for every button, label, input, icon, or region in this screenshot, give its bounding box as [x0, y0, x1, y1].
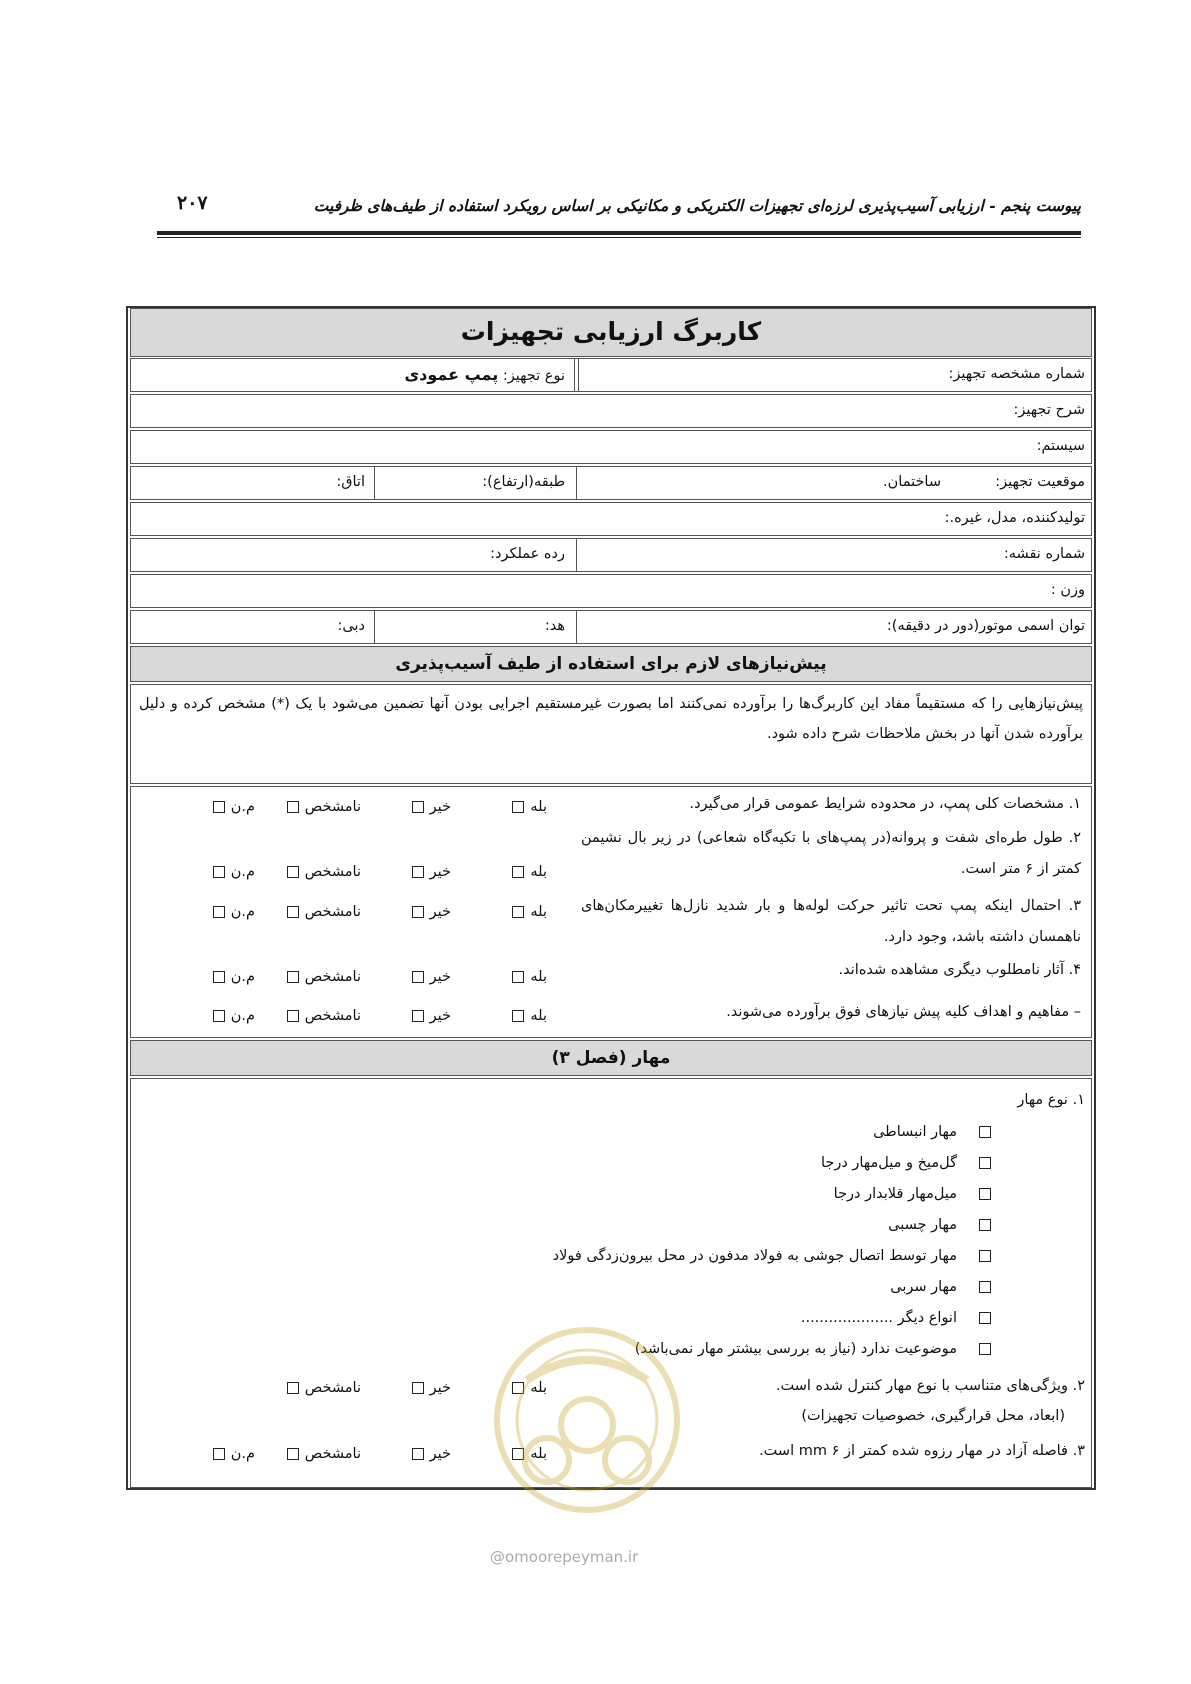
row-motor [130, 610, 1092, 644]
options-group [131, 1001, 547, 1032]
checkbox[interactable] [979, 1250, 991, 1262]
option-yes[interactable] [506, 792, 547, 823]
checkbox-no[interactable] [412, 1448, 424, 1460]
row-manufacturer [130, 502, 1092, 536]
option-no[interactable] [406, 792, 451, 823]
option-unknown[interactable] [281, 962, 361, 993]
options-group [131, 897, 547, 928]
checkbox[interactable] [979, 1343, 991, 1355]
option-yes[interactable] [506, 1001, 547, 1032]
options-group [131, 962, 547, 993]
prereq-question-3: ۳. احتمال اینکه پمپ تحت تاثیر حرکت لوله‌ها و بار شدید نازل‌ها تغییرمکان‌های ناهمسان داشته باشد، وجود دارد. [581, 898, 1081, 945]
evaluation-form [126, 306, 1096, 1490]
checkbox[interactable] [979, 1281, 991, 1293]
checkbox-na[interactable] [213, 1448, 225, 1460]
row-location [130, 466, 1092, 500]
manufacturer-label: تولیدکننده، مدل، غیره.: [944, 510, 1085, 526]
option-na-label: م.ن [230, 799, 255, 815]
option-yes-label: بله [530, 969, 547, 985]
checkbox-no[interactable] [412, 1010, 424, 1022]
anchor-type-item[interactable] [801, 1303, 991, 1334]
checkbox-no[interactable] [412, 906, 424, 918]
equipment-type-value: پمپ عمودی [404, 365, 499, 384]
checkbox-na[interactable] [213, 1010, 225, 1022]
option-na[interactable] [207, 857, 255, 888]
option-na-label: م.ن [230, 1008, 255, 1024]
option-yes[interactable] [506, 962, 547, 993]
anchor-type-label: میل‌مهار قلابدار درجا [833, 1186, 957, 1202]
option-na-label: م.ن [230, 1446, 255, 1462]
prereq-question-4: ۴. آثار نامطلوب دیگری مشاهده شده‌اند. [838, 962, 1081, 978]
checkbox-no[interactable] [412, 866, 424, 878]
option-no[interactable] [406, 962, 451, 993]
checkbox[interactable] [979, 1126, 991, 1138]
checkbox-unknown[interactable] [287, 971, 299, 983]
checkbox-unknown[interactable] [287, 1382, 299, 1394]
checkbox-unknown[interactable] [287, 866, 299, 878]
prereq-question-1: ۱. مشخصات کلی پمپ، در محدوده شرایط عمومی قرار می‌گیرد. [689, 796, 1081, 812]
option-no[interactable] [406, 1439, 451, 1470]
anchor-question-2: ۲. ویژگی‌های متناسب با نوع مهار کنترل شده است. [775, 1378, 1085, 1394]
performance-label: رده عملکرد: [490, 546, 565, 562]
option-no[interactable] [406, 1001, 451, 1032]
option-yes-label: بله [530, 799, 547, 815]
anchor-type-label: موضوعیت ندارد (نیاز به بررسی بیشتر مهار نمی‌باشد) [634, 1341, 957, 1357]
equipment-id-label: شماره مشخصه تجهیز: [948, 366, 1085, 382]
weight-label: وزن : [1050, 582, 1085, 598]
header-rule-thin [157, 237, 1081, 238]
option-unknown-label: نامشخص [304, 1446, 361, 1462]
divider [374, 467, 375, 499]
drawing-label: شماره نقشه: [1003, 546, 1085, 562]
option-no[interactable] [406, 897, 451, 928]
option-yes-label: بله [530, 904, 547, 920]
anchor-type-label: مهار انبساطی [873, 1124, 957, 1140]
checkbox-no[interactable] [412, 971, 424, 983]
system-label: سیستم: [1036, 438, 1085, 454]
option-unknown-label: نامشخص [304, 1008, 361, 1024]
option-no[interactable] [406, 1373, 451, 1404]
row-system [130, 430, 1092, 464]
divider [576, 611, 577, 643]
checkbox[interactable] [979, 1188, 991, 1200]
option-no-label: خیر [429, 864, 451, 880]
option-yes-label: بله [530, 1380, 547, 1396]
checkbox-yes[interactable] [512, 1010, 524, 1022]
divider [374, 611, 375, 643]
description-label: شرح تجهیز: [1013, 402, 1085, 418]
option-no-label: خیر [429, 1380, 451, 1396]
row-weight [130, 574, 1092, 608]
anchor-type-item[interactable] [873, 1117, 991, 1148]
divider [574, 359, 575, 391]
prereq-intro: پیش‌نیازهایی را که مستقیماً مفاد این کاربرگ‌ها را برآورده نمی‌کنند اما بصورت غیرمستقیم اجرایی بودن آنها تضمین می‌شود با یک (*) مشخص کرده و دلیل برآورده شدن آنها در بخش ملاحظات شرح داده شود. [139, 696, 1083, 742]
checkbox-unknown[interactable] [287, 1010, 299, 1022]
option-na[interactable] [207, 962, 255, 993]
option-no-label: خیر [429, 1446, 451, 1462]
checkbox-na[interactable] [213, 906, 225, 918]
prereq-question-2: ۲. طول طره‌ای شفت و پروانه(در پمپ‌های با تکیه‌گاه شعاعی) در زیر بال نشیمن کمتر از ۶ متر است. [581, 830, 1081, 877]
head-label: هد: [544, 618, 565, 634]
room-label: اتاق: [336, 474, 365, 490]
option-unknown-label: نامشخص [304, 904, 361, 920]
divider [578, 359, 579, 391]
row-drawing [130, 538, 1092, 572]
anchorage-header [130, 1040, 1092, 1076]
checkbox-na[interactable] [213, 801, 225, 813]
anchor-type-label: گل‌میخ و میل‌مهار درجا [820, 1155, 957, 1171]
checkbox-no[interactable] [412, 1382, 424, 1394]
anchor-type-item[interactable] [834, 1179, 991, 1210]
floor-label: طبقه(ارتفاع): [482, 474, 565, 490]
checkbox-na[interactable] [213, 866, 225, 878]
option-unknown[interactable] [281, 1373, 361, 1404]
divider [576, 539, 577, 571]
form-title-row [130, 308, 1092, 357]
anchor-type-item[interactable] [890, 1272, 991, 1303]
option-no-label: خیر [429, 799, 451, 815]
anchor-question-2-note: (ابعاد، محل قرارگیری، خصوصیات تجهیزات) [801, 1408, 1065, 1424]
options-group [131, 792, 547, 823]
option-no-label: خیر [429, 1008, 451, 1024]
checkbox-yes[interactable] [512, 866, 524, 878]
option-na[interactable] [207, 897, 255, 928]
option-na-label: م.ن [230, 904, 255, 920]
building-label: ساختمان. [883, 474, 941, 490]
equipment-type-field [404, 359, 565, 391]
header-title: پیوست پنجم - ارزیابی آسیب‌پذیری لرزه‌ای تجهیزات الکتریکی و مکانیکی بر اساس رویکرد استفاده از طیف‌های ظرفیت [313, 196, 1081, 215]
options-group [131, 857, 547, 888]
option-yes[interactable] [506, 857, 547, 888]
watermark-logo-icon [487, 1320, 687, 1540]
location-label: موقعیت تجهیز: [995, 474, 1085, 490]
option-unknown[interactable] [281, 792, 361, 823]
equipment-type-label: نوع تجهیز: [502, 368, 565, 384]
options-group [131, 1373, 547, 1404]
option-yes-label: بله [530, 864, 547, 880]
anchor-type-item[interactable] [635, 1334, 991, 1365]
option-unknown[interactable] [281, 857, 361, 888]
anchor-type-label: انواع دیگر .................... [800, 1310, 957, 1326]
motor-label: توان اسمی موتور(دور در دقیقه): [886, 618, 1085, 634]
checkbox-yes[interactable] [512, 801, 524, 813]
checkbox-unknown[interactable] [287, 906, 299, 918]
form-title: کاربرگ ارزیابی تجهیزات [460, 317, 762, 346]
option-unknown[interactable] [281, 1439, 361, 1470]
option-no-label: خیر [429, 904, 451, 920]
anchor-type-item[interactable] [553, 1241, 991, 1272]
anchor-question-3: ۳. فاصله آزاد در مهار رزوه شده کمتر از mm ۶ است. [759, 1443, 1085, 1459]
anchor-type-item[interactable] [888, 1210, 991, 1241]
flow-label: دبی: [337, 618, 365, 634]
option-na-label: م.ن [230, 969, 255, 985]
divider [576, 467, 577, 499]
options-group [131, 1439, 547, 1470]
checkbox-yes[interactable] [512, 906, 524, 918]
header-rule-thick [157, 231, 1081, 235]
anchorage-title: مهار (فصل ۳) [551, 1048, 671, 1068]
anchor-type-label: مهار توسط اتصال جوشی به فولاد مدفون در محل بیرون‌زدگی فولاد [552, 1248, 957, 1264]
option-unknown[interactable] [281, 897, 361, 928]
row-description [130, 394, 1092, 428]
option-yes[interactable] [506, 897, 547, 928]
anchor-type-label: مهار چسبی [888, 1217, 957, 1233]
option-no-label: خیر [429, 969, 451, 985]
option-yes-label: بله [530, 1008, 547, 1024]
prereq-header [130, 646, 1092, 682]
option-yes-label: بله [530, 1446, 547, 1462]
anchor-type-label: ۱. نوع مهار [1017, 1092, 1085, 1108]
checkbox-unknown[interactable] [287, 1448, 299, 1460]
option-unknown-label: نامشخص [304, 799, 361, 815]
watermark-site: @omoorepeyman.ir [490, 1548, 639, 1566]
option-unknown-label: نامشخص [304, 969, 361, 985]
checkbox[interactable] [979, 1219, 991, 1231]
prereq-title: پیش‌نیازهای لازم برای استفاده از طیف آسیب‌پذیری [395, 654, 827, 674]
checkbox-no[interactable] [412, 801, 424, 813]
checkbox[interactable] [979, 1157, 991, 1169]
checkbox-na[interactable] [213, 971, 225, 983]
checkbox-unknown[interactable] [287, 801, 299, 813]
anchor-type-item[interactable] [821, 1148, 991, 1179]
option-na[interactable] [207, 792, 255, 823]
option-no[interactable] [406, 857, 451, 888]
anchor-type-label: مهار سربی [890, 1279, 957, 1295]
option-unknown[interactable] [281, 1001, 361, 1032]
option-unknown-label: نامشخص [304, 1380, 361, 1396]
option-na[interactable] [207, 1439, 255, 1470]
option-unknown-label: نامشخص [304, 864, 361, 880]
option-na[interactable] [207, 1001, 255, 1032]
prereq-questions [130, 786, 1092, 1038]
prereq-question-5: – مفاهیم و اهداف کلیه پیش نیازهای فوق برآورده می‌شوند. [726, 1004, 1081, 1020]
prereq-intro-row [130, 684, 1092, 784]
checkbox[interactable] [979, 1312, 991, 1324]
row-equipment-id [130, 358, 1092, 392]
page-number: ۲۰۷ [177, 192, 208, 214]
checkbox-yes[interactable] [512, 971, 524, 983]
option-na-label: م.ن [230, 864, 255, 880]
